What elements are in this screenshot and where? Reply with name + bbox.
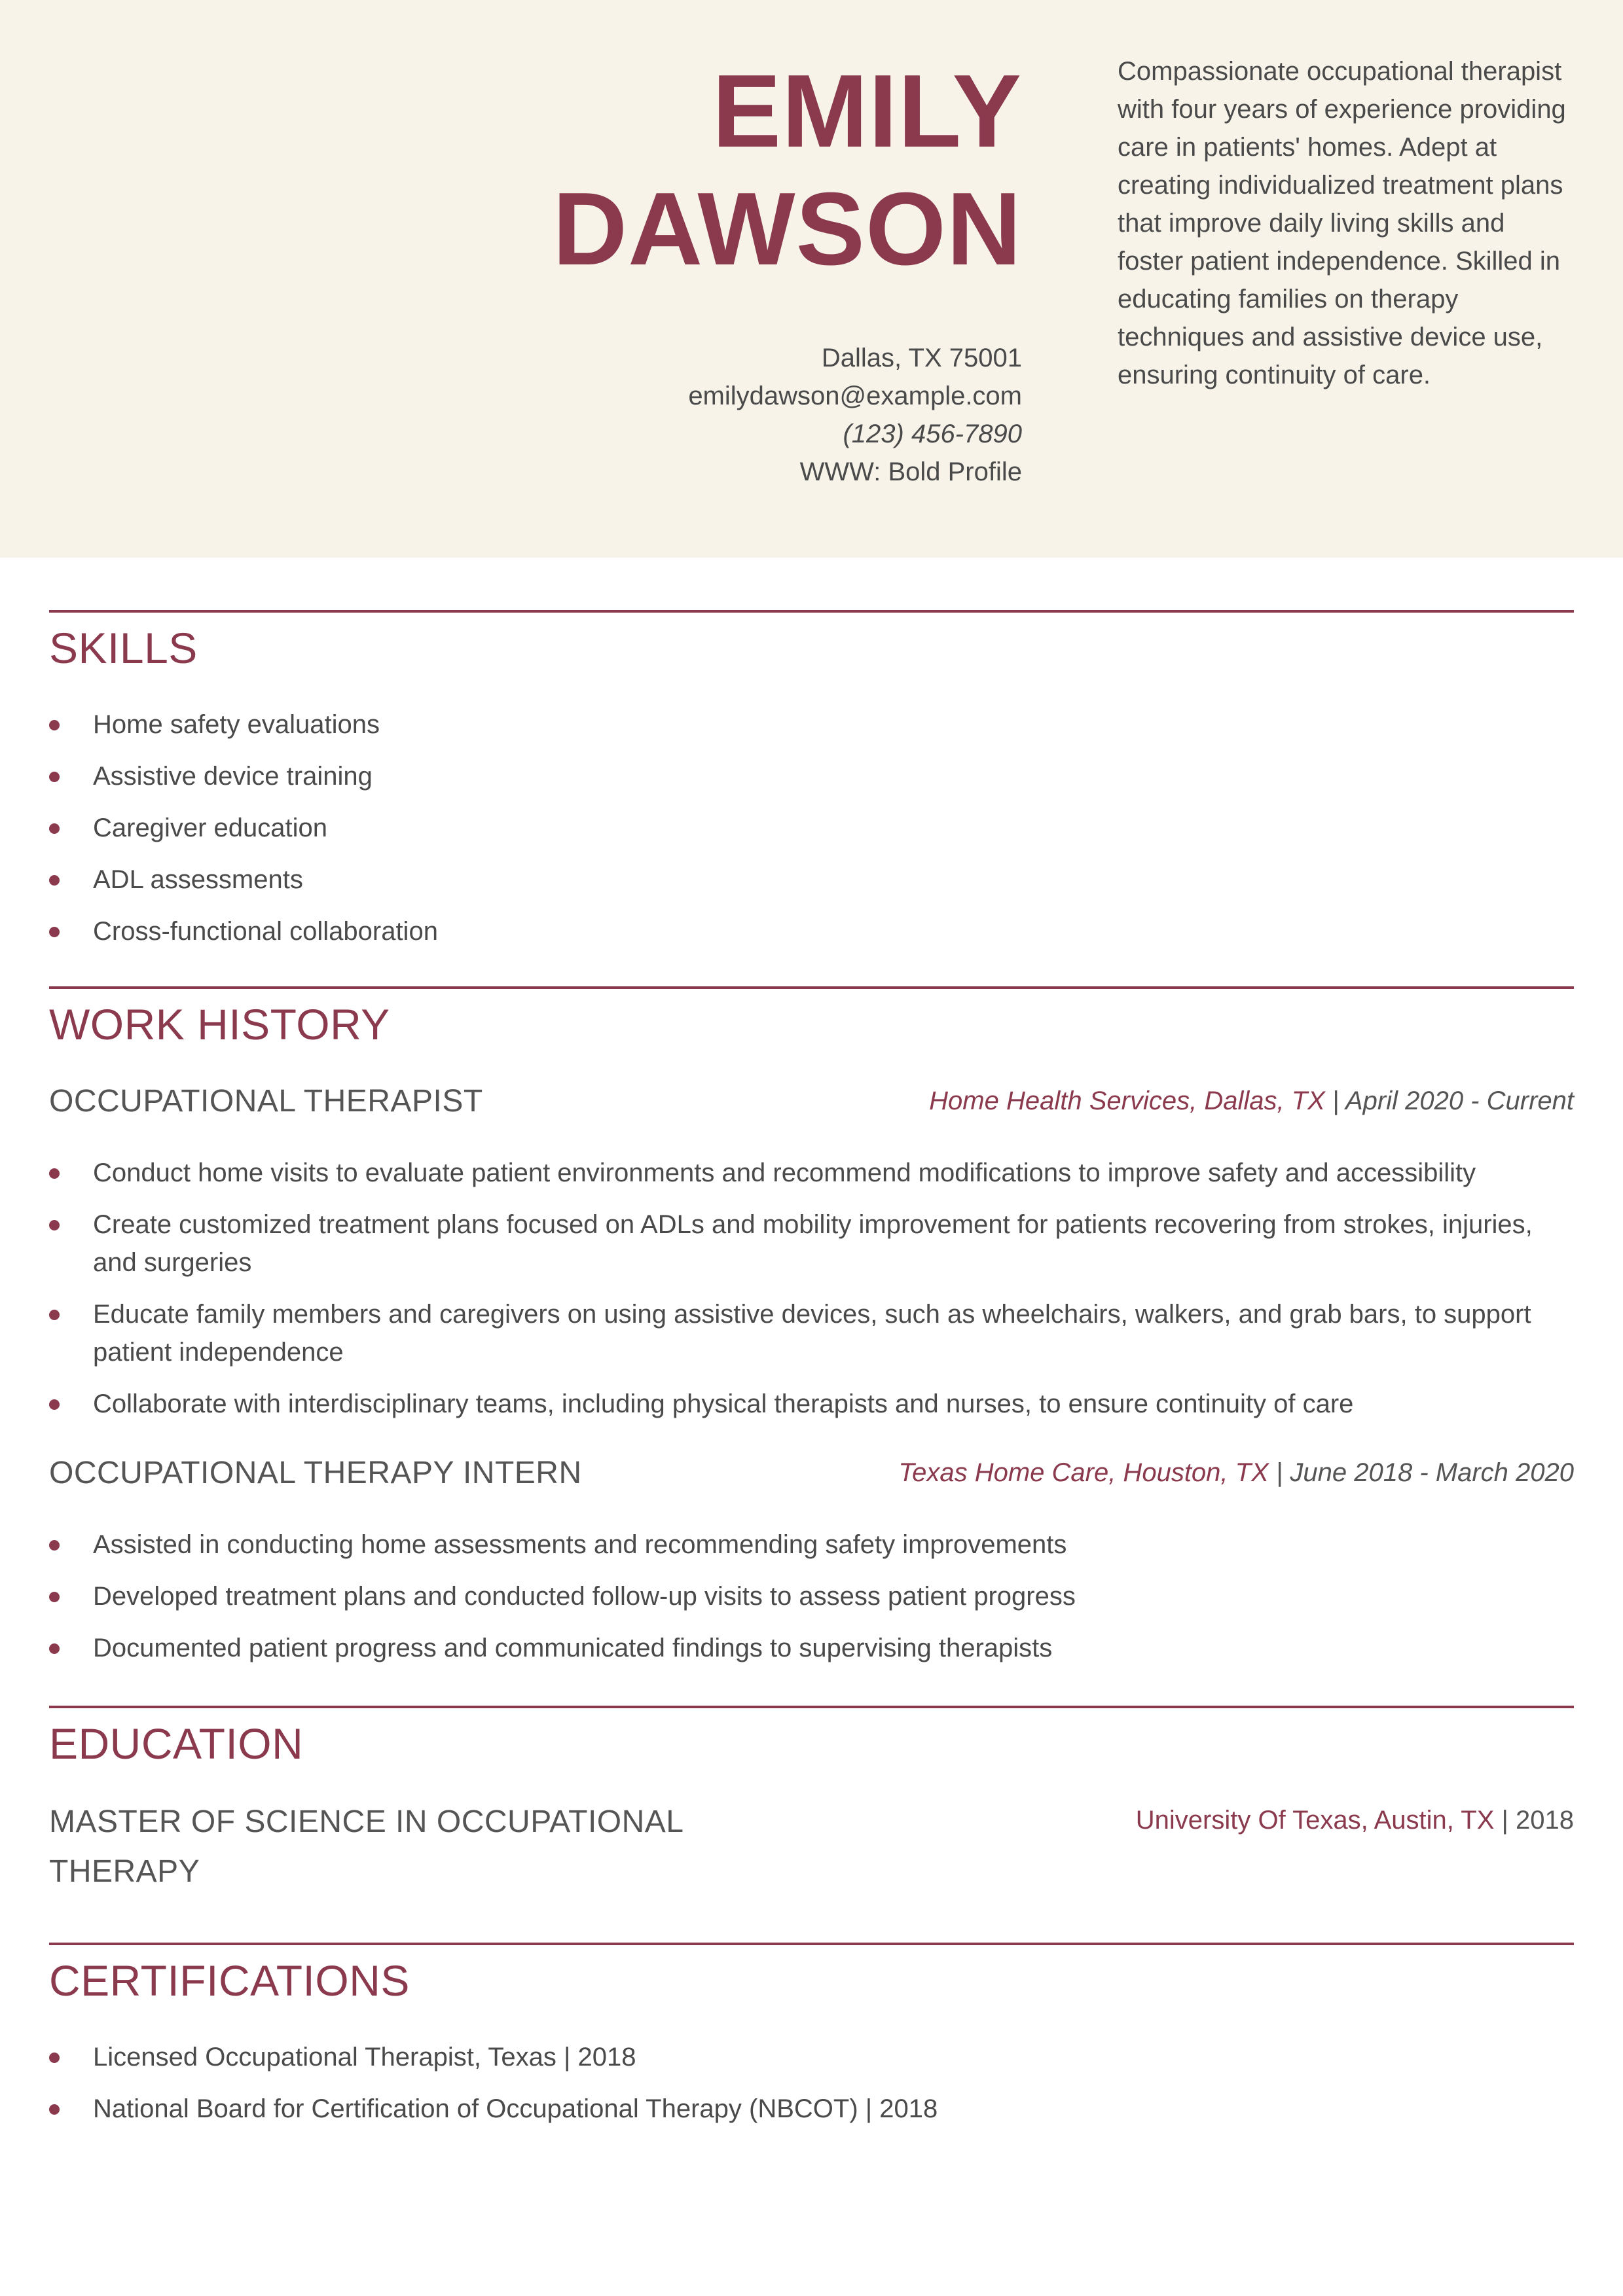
section-title-certifications: CERTIFICATIONS: [49, 1956, 410, 2005]
company-name: Home Health Services, Dallas, TX: [929, 1086, 1325, 1115]
duty-item: [49, 1577, 1574, 1615]
skill-text: ADL assessments: [93, 865, 303, 894]
skill-item: [49, 757, 1574, 795]
bullet-icon: [49, 1592, 60, 1602]
skill-text: Caregiver education: [93, 814, 327, 842]
company-name: Texas Home Care, Houston, TX: [898, 1458, 1269, 1487]
website-link[interactable]: WWW: Bold Profile: [799, 457, 1022, 486]
section-divider: [49, 1943, 1574, 1945]
certification-text: National Board for Certification of Occupational Therapy (NBCOT) | 2018: [93, 2094, 938, 2123]
phone[interactable]: (123) 456-7890: [843, 420, 1022, 448]
resume-header: [0, 0, 1623, 558]
degree-title: MASTER OF SCIENCE IN OCCUPATIONAL THERAPY: [49, 1804, 683, 1889]
section-divider: [49, 610, 1574, 613]
bullet-icon: [49, 1168, 60, 1179]
bullet-icon: [49, 2104, 60, 2115]
bullet-icon: [49, 1310, 60, 1320]
work-history-section: [49, 986, 1574, 1693]
certification-text: Licensed Occupational Therapist, Texas | 2018: [93, 2043, 636, 2072]
job-title: OCCUPATIONAL THERAPY INTERN: [49, 1456, 582, 1490]
certification-item: [49, 2038, 1574, 2076]
job-meta: [898, 1454, 1574, 1492]
job-meta: [929, 1082, 1574, 1120]
school-name: University Of Texas, Austin, TX: [1135, 1806, 1495, 1835]
bullet-icon: [49, 1399, 60, 1410]
section-title-work: WORK HISTORY: [49, 1000, 390, 1049]
bullet-icon: [49, 1540, 60, 1551]
skill-item: [49, 809, 1574, 847]
email[interactable]: emilydawson@example.com: [688, 382, 1022, 410]
duty-text: Create customized treatment plans focused on ADLs and mobility improvement for patients recovering from strokes, injuries, and surgeries: [93, 1210, 1533, 1277]
duty-text: Documented patient progress and communicated findings to supervising therapists: [93, 1634, 1053, 1662]
duty-item: [49, 1295, 1574, 1371]
bullet-icon: [49, 875, 60, 886]
skills-list: [49, 706, 1574, 964]
location: Dallas, TX 75001: [821, 344, 1022, 372]
skill-item: [49, 912, 1574, 950]
bullet-icon: [49, 1643, 60, 1654]
skill-text: Home safety evaluations: [93, 710, 380, 739]
bullet-icon: [49, 1220, 60, 1230]
job-duties-list: [49, 1154, 1574, 1437]
certification-item: [49, 2090, 1574, 2128]
job-duties-list: [49, 1526, 1574, 1681]
duty-text: Conduct home visits to evaluate patient environments and recommend modifications to improve safety and accessibility: [93, 1158, 1476, 1187]
bullet-icon: [49, 2053, 60, 2063]
education-meta: [1136, 1801, 1574, 1839]
section-title-education: EDUCATION: [49, 1719, 304, 1768]
duty-text: Collaborate with interdisciplinary teams, including physical therapists and nurses, to ensure continuity of care: [93, 1390, 1354, 1418]
section-divider: [49, 986, 1574, 989]
duty-text: Educate family members and caregivers on using assistive devices, such as wheelchairs, walkers, and grab bars, to support patient independence: [93, 1300, 1531, 1367]
duty-item: [49, 1206, 1574, 1282]
bullet-icon: [49, 927, 60, 937]
section-divider: [49, 1706, 1574, 1708]
duty-text: Assisted in conducting home assessments and recommending safety improvements: [93, 1530, 1067, 1559]
skill-text: Cross-functional collaboration: [93, 917, 438, 946]
skill-item: [49, 861, 1574, 899]
bullet-icon: [49, 772, 60, 782]
last-name: DAWSON: [553, 171, 1022, 287]
job-title: OCCUPATIONAL THERAPIST: [49, 1084, 483, 1119]
duty-item: [49, 1385, 1574, 1423]
bullet-icon: [49, 720, 60, 730]
job-dates: | June 2018 - March 2020: [1268, 1458, 1574, 1487]
graduation-year: | 2018: [1494, 1806, 1574, 1835]
candidate-name: [553, 52, 1022, 288]
contact-info: [688, 339, 1022, 491]
duty-item: [49, 1526, 1574, 1564]
duty-text: Developed treatment plans and conducted follow-up visits to assess patient progress: [93, 1582, 1076, 1611]
certifications-list: [49, 2038, 1574, 2142]
education-section: [49, 1706, 1574, 1922]
section-title-skills: SKILLS: [49, 624, 198, 672]
duty-item: [49, 1629, 1574, 1667]
professional-summary: Compassionate occupational therapist with four years of experience providing care in patients' homes. Adept at creating individualized treatment plans that improve daily living skills and foster patient independence. Skilled in educating families on therapy techniques and assistive device use, ensuring continuity of care.: [1118, 57, 1566, 389]
bullet-icon: [49, 823, 60, 834]
first-name: EMILY: [712, 54, 1022, 169]
skill-item: [49, 706, 1574, 744]
duty-item: [49, 1154, 1574, 1192]
skills-section: [49, 610, 1574, 950]
certifications-section: [49, 1943, 1574, 2139]
job-dates: | April 2020 - Current: [1324, 1086, 1574, 1115]
skill-text: Assistive device training: [93, 762, 373, 791]
